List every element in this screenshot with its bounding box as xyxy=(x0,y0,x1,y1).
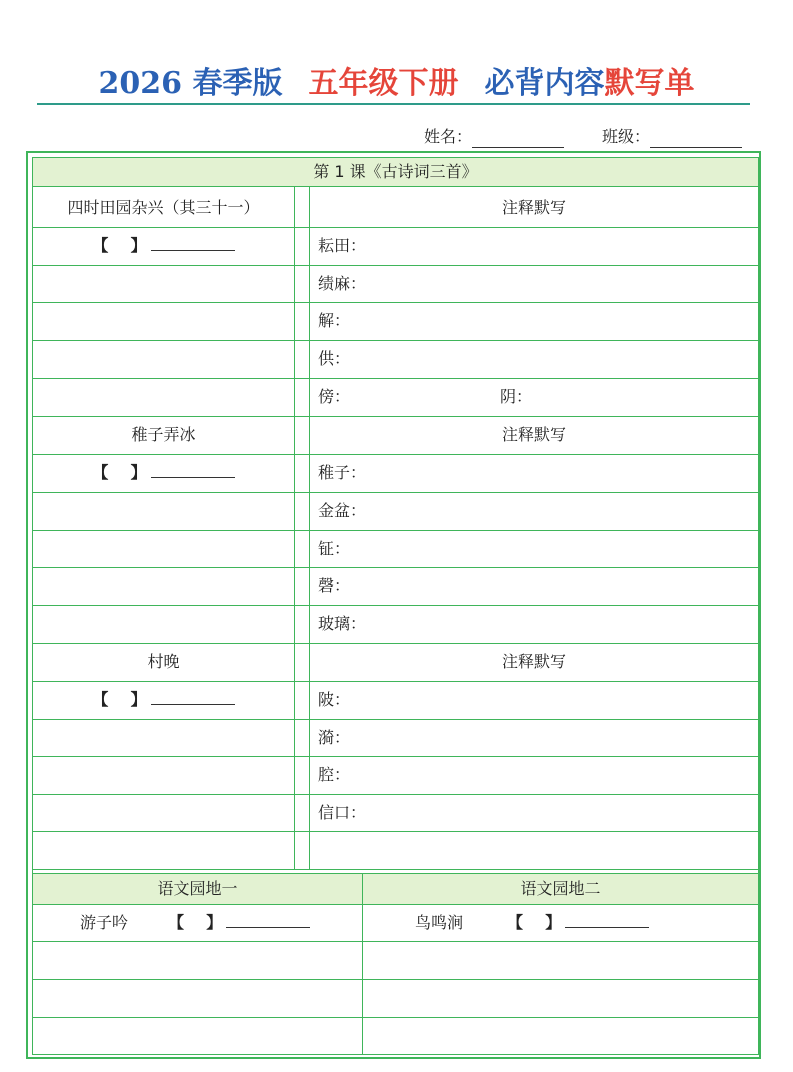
name-label: 姓名： xyxy=(424,127,473,146)
title-underline xyxy=(37,103,750,105)
author-bracket: 【 】 xyxy=(92,690,147,709)
notes-header: 注释默写 xyxy=(501,198,566,217)
poem-title: 鸟鸣涧 xyxy=(415,913,464,932)
note-label: 解： xyxy=(318,311,351,330)
note-label: 信口： xyxy=(318,803,367,822)
note-label: 傍： xyxy=(318,387,351,406)
note-label: 绩麻： xyxy=(318,274,367,293)
title-sheet: 默写单 xyxy=(604,66,695,101)
note-label: 腔： xyxy=(318,765,351,784)
class-field xyxy=(602,126,742,148)
note-label: 陂： xyxy=(318,690,351,709)
answer-line xyxy=(151,232,235,251)
title-edition: 2026 春季版 xyxy=(98,66,283,101)
title-content: 必背内容 xyxy=(484,66,605,101)
author-blank xyxy=(33,227,294,264)
poem-title: 稚子弄冰 xyxy=(131,425,196,444)
author-bracket: 【 】 xyxy=(507,913,562,932)
name-field xyxy=(424,126,564,148)
note-label: 供： xyxy=(318,349,351,368)
title-grade: 五年级下册 xyxy=(308,66,459,101)
garden-two-header: 语文园地二 xyxy=(520,879,601,898)
note-label: 玻璃： xyxy=(318,614,367,633)
note-label: 稚子： xyxy=(318,463,367,482)
notes-header: 注释默写 xyxy=(501,425,566,444)
name-blank xyxy=(472,147,564,148)
lesson-title: 第 1 课《古诗词三首》 xyxy=(313,162,478,181)
answer-line xyxy=(151,459,235,478)
class-label: 班级： xyxy=(602,127,651,146)
note-label: 漪： xyxy=(318,728,351,747)
note-label: 钲： xyxy=(318,539,351,558)
author-blank xyxy=(33,681,294,718)
garden-one-poem xyxy=(80,904,310,941)
answer-line xyxy=(151,686,235,705)
author-bracket: 【 】 xyxy=(168,913,223,932)
author-bracket: 【 】 xyxy=(92,236,147,255)
poem-title: 游子吟 xyxy=(80,913,129,932)
notes-header: 注释默写 xyxy=(501,652,566,671)
note-label: 金盆： xyxy=(318,501,367,520)
page-title xyxy=(0,64,793,104)
author-blank xyxy=(33,454,294,491)
garden-one-header: 语文园地一 xyxy=(157,879,238,898)
author-bracket: 【 】 xyxy=(92,463,147,482)
garden-two-poem xyxy=(415,904,649,941)
note-label: 阴： xyxy=(500,387,533,406)
poem-title: 四时田园杂兴（其三十一） xyxy=(67,198,260,217)
class-blank xyxy=(650,147,742,148)
answer-line xyxy=(565,909,649,928)
poem-title: 村晚 xyxy=(147,652,180,671)
note-label: 磬： xyxy=(318,576,351,595)
note-label: 耘田： xyxy=(318,236,367,255)
answer-line xyxy=(226,909,310,928)
